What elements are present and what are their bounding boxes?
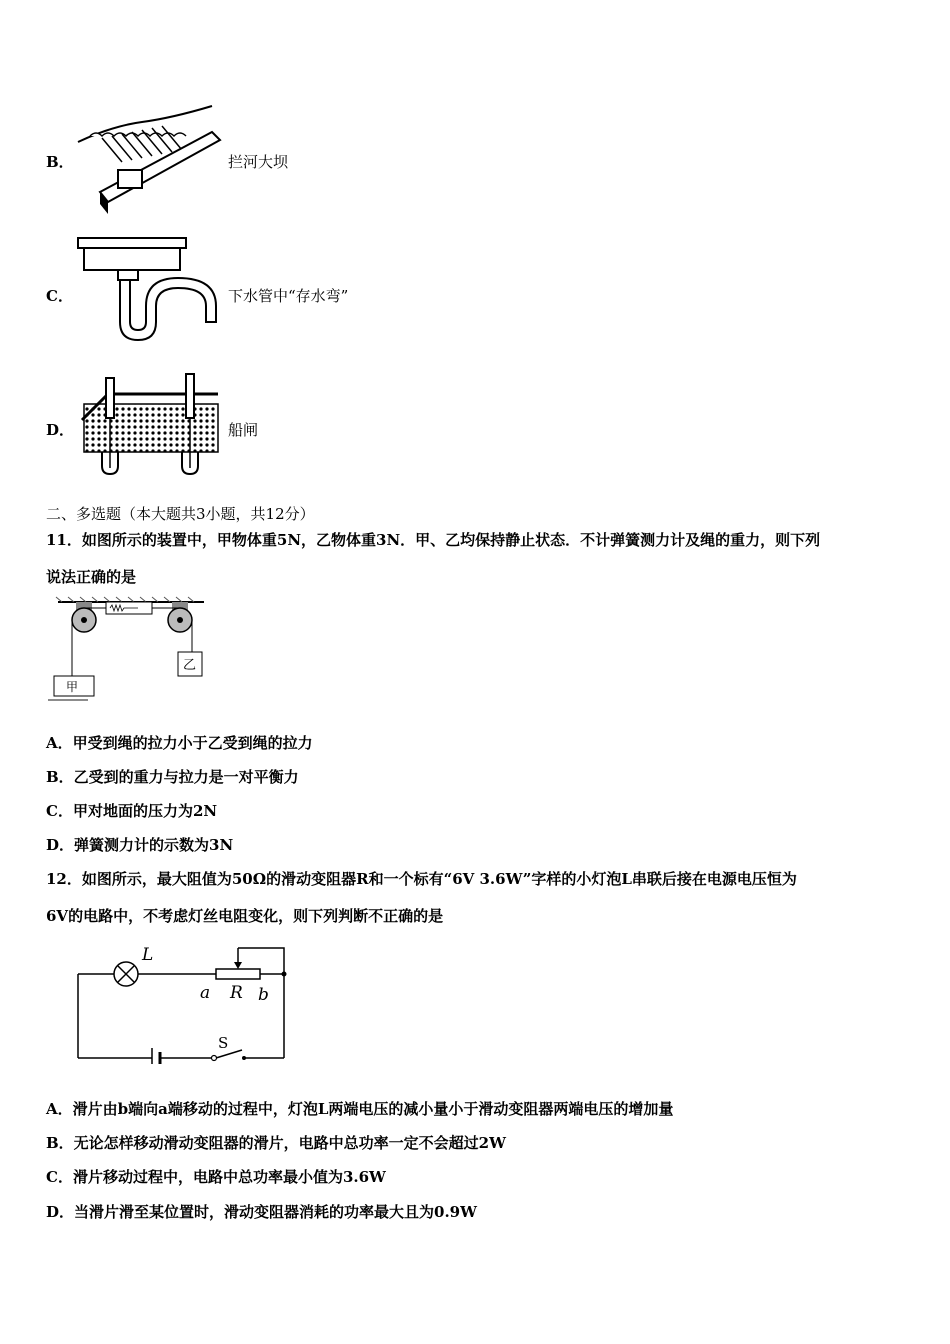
drain-trap-figure [76,236,224,348]
q12-option-b: B．无论怎样移动滑动变阻器的滑片，电路中总功率一定不会超过2W [46,1134,506,1152]
lamp-label: L [142,945,154,965]
end-a-label: a [200,983,211,1003]
q12-option-c: C．滑片移动过程中，电路中总功率最小值为3.6W [46,1168,386,1186]
option-c-caption: 下水管中“存水弯” [228,287,349,305]
rheostat-label: R [230,983,243,1003]
q11-option-d: D．弹簧测力计的示数为3N [46,836,234,854]
q11-option-a: A．甲受到绳的拉力小于乙受到绳的拉力 [46,734,313,752]
q11-option-b: B．乙受到的重力与拉力是一对平衡力 [46,768,299,786]
q12-option-a: A．滑片由b端向a端移动的过程中，灯泡L两端电压的减小量小于滑动变阻器两端电压的增加量 [46,1100,674,1118]
q12-stem-line2: 6V的电路中，不考虑灯丝电阻变化，则下列判断不正确的是 [46,907,444,925]
option-b-caption: 拦河大坝 [228,153,289,171]
q11-stem-line2: 说法正确的是 [46,568,137,586]
yi-label: 乙 [183,658,197,673]
circuit-figure [72,942,294,1064]
end-b-label: b [258,985,269,1005]
q11-option-c: C．甲对地面的压力为2N [46,802,218,820]
pulley-figure [48,596,208,706]
option-d-letter: D． [46,421,75,439]
dam-figure [72,102,222,217]
ship-lock-figure [78,370,224,480]
option-c-letter: C． [46,287,73,305]
option-d-caption: 船闸 [228,421,259,439]
q12-option-d: D．当滑片滑至某位置时，滑动变阻器消耗的功率最大且为0.9W [46,1203,477,1221]
section-title: 二、多选题（本大题共3小题，共12分） [46,505,315,523]
jia-label: 甲 [66,680,79,694]
q12-stem-line1: 12．如图所示，最大阻值为50Ω的滑动变阻器R和一个标有“6V 3.6W”字样的小灯泡L串联后接在电源电压恒为 [46,870,797,888]
option-b-letter: B． [46,153,74,171]
q11-stem-line1: 11．如图所示的装置中，甲物体重5N，乙物体重3N．甲、乙均保持静止状态．不计弹簧测力计及绳的重力，则下列 [46,531,821,549]
switch-label: S [218,1034,229,1052]
